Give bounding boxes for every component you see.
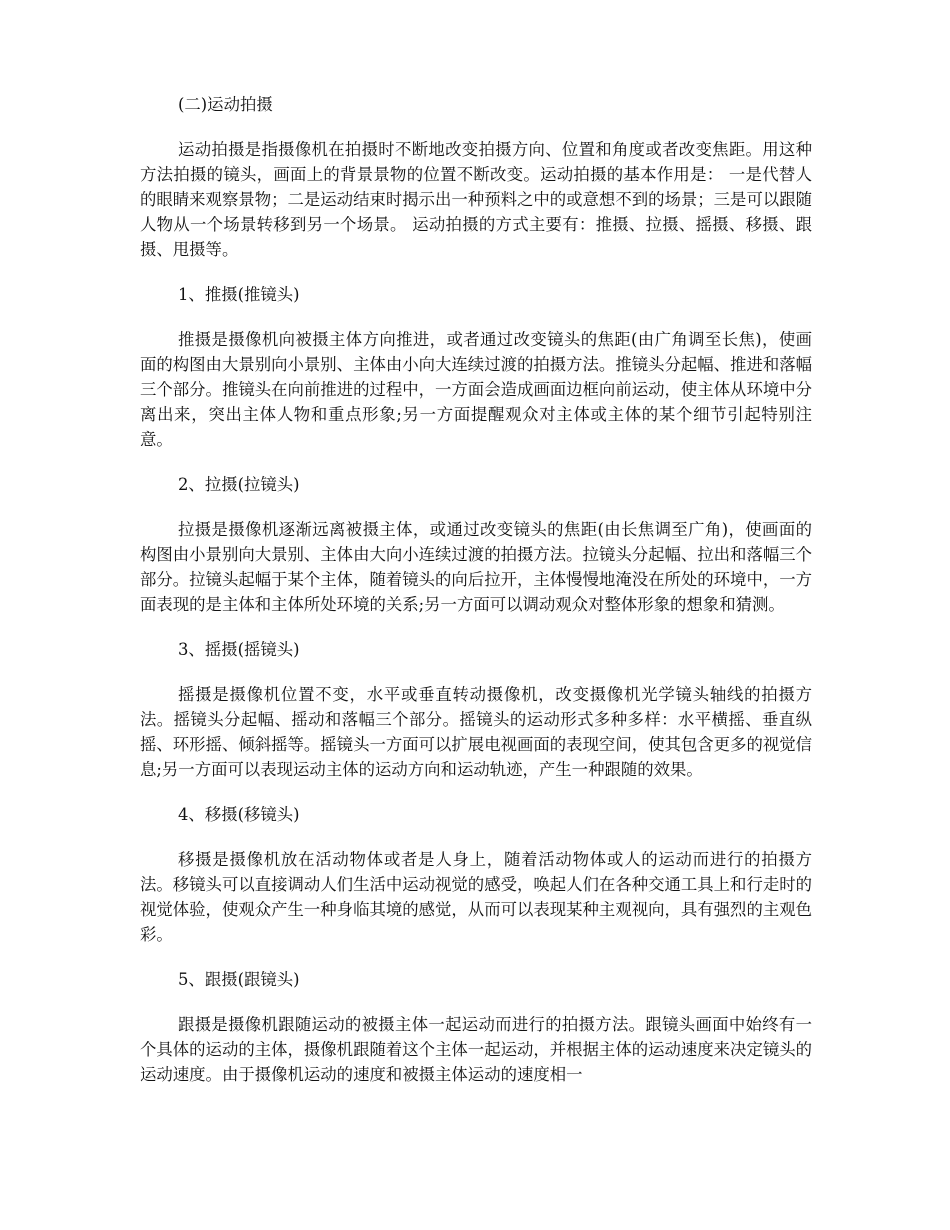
item-body-follow: 跟摄是摄像机跟随运动的被摄主体一起运动而进行的拍摄方法。跟镜头画面中始终有一个具体的运动的主体，摄像机跟随着这个主体一起运动，并根据主体的运动速度来决定镜头的运动速度。由于摄像机运动的速度和被摄主体运动的速度相一 — [140, 1015, 813, 1084]
item-body-track: 移摄是摄像机放在活动物体或者是人身上，随着活动物体或人的运动而进行的拍摄方法。移镜头可以直接调动人们生活中运动视觉的感受，唤起人们在各种交通工具上和行走时的视觉体验，使观众产生一种身临其境的感觉，从而可以表现某种主观视向，具有强烈的主观色彩。 — [140, 850, 813, 944]
document-page — [140, 92, 812, 1107]
item-heading-track: 4、移摄(移镜头) — [178, 805, 300, 824]
section-title: (二)运动拍摄 — [178, 95, 273, 114]
item-heading-pull: 2、拉摄(拉镜头) — [178, 475, 300, 494]
item-body-pull: 拉摄是摄像机逐渐远离被摄主体，或通过改变镜头的焦距(由长焦调至广角)，使画面的构图由小景别向大景别、主体由大向小连续过渡的拍摄方法。拉镜头分起幅、拉出和落幅三个部分。拉镜头起幅于某个主体，随着镜头的向后拉开，主体慢慢地淹没在所处的环境中，一方面表现的是主体和主体所处环境的关系;另一方面可以调动观众对整体形象的想象和猜测。 — [140, 520, 813, 614]
item-body-pan: 摇摄是摄像机位置不变，水平或垂直转动摄像机，改变摄像机光学镜头轴线的拍摄方法。摇镜头分起幅、摇动和落幅三个部分。摇镜头的运动形式多种多样：水平横摇、垂直纵摇、环形摇、倾斜摇等。摇镜头一方面可以扩展电视画面的表现空间，使其包含更多的视觉信息;另一方面可以表现运动主体的运动方向和运动轨迹，产生一种跟随的效果。 — [140, 685, 813, 779]
item-body-push: 推摄是摄像机向被摄主体方向推进，或者通过改变镜头的焦距(由广角调至长焦)，使画面的构图由大景别向小景别、主体由小向大连续过渡的拍摄方法。推镜头分起幅、推进和落幅三个部分。推镜头在向前推进的过程中，一方面会造成画面边框向前运动，使主体从环境中分离出来，突出主体人物和重点形象;另一方面提醒观众对主体或主体的某个细节引起特别注意。 — [140, 330, 813, 449]
item-heading-follow: 5、跟摄(跟镜头) — [178, 970, 300, 989]
item-heading-push: 1、推摄(推镜头) — [178, 285, 300, 304]
intro-paragraph: 运动拍摄是指摄像机在拍摄时不断地改变拍摄方向、位置和角度或者改变焦距。用这种方法拍摄的镜头，画面上的背景景物的位置不断改变。运动拍摄的基本作用是： 一是代替人的眼睛来观察景物；二是运动结束时揭示出一种预料之中的或意想不到的场景；三是可以跟随人物从一个场景转移到另一个场景。 运动拍摄的方式主要有：推摄、拉摄、摇摄、移摄、跟摄、甩摄等。 — [140, 140, 813, 259]
item-heading-pan: 3、摇摄(摇镜头) — [178, 640, 300, 659]
